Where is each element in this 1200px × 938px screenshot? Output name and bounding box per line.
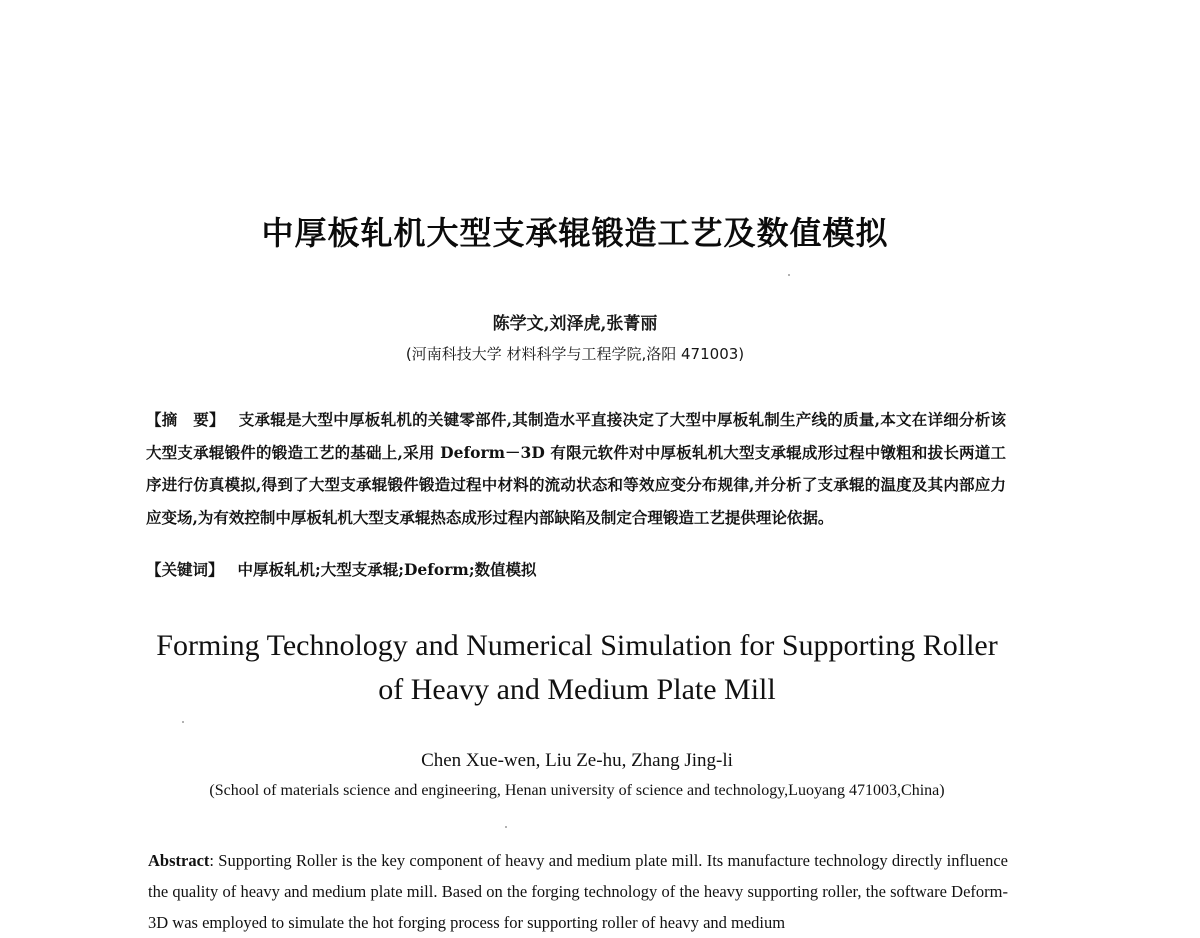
english-title [0,624,1154,712]
chinese-keywords-label: 【关键词】 [146,561,224,579]
english-abstract-text: : Supporting Roller is the key component of heavy and medium plate mill. Its manufacture technology directly influence the quality of heavy and medium plate mill. Based on the forging technology of the heavy supporting roller, the software Deform-3D was employed to simulate the hot forging process for supporting roller of heavy and medium [148,851,1008,932]
scan-speck [182,721,184,723]
scan-speck [505,826,507,828]
english-affiliation: (School of materials science and engineering, Henan university of science and technology,Luoyang 471003,China) [209,782,945,799]
chinese-affiliation: (河南科技大学 材料科学与工程学院,洛阳 471003) [405,345,745,363]
chinese-authors: 陈学文,刘泽虎,张菁丽 [492,314,658,334]
english-title-line-2: of Heavy and Medium Plate Mill [378,673,776,706]
english-title-line-1: Forming Technology and Numerical Simulation for Supporting Roller [156,629,998,662]
chinese-abstract-label: 【摘 要】 [146,411,225,429]
chinese-title: 中厚板轧机大型支承辊锻造工艺及数值模拟 [261,214,889,252]
english-abstract-label: Abstract [148,851,210,870]
english-authors: Chen Xue-wen, Liu Ze-hu, Zhang Jing-li [421,750,733,771]
chinese-keywords-text: 中厚板轧机;大型支承辊;Deform;数值模拟 [237,560,537,579]
chinese-keywords [146,558,1006,580]
english-abstract [148,845,1008,938]
scan-speck [788,274,790,276]
chinese-abstract-text: 支承辊是大型中厚板轧机的关键零部件,其制造水平直接决定了大型中厚板轧制生产线的质量,本文在详细分析该大型支承辊锻件的锻造工艺的基础上,采用 Deform－3D 有限元软件对中厚板轧机大型支承辊成形过程中镦粗和拔长两道工序进行仿真模拟,得到了大型支承辊锻件锻造过程中材料的流动状态和等效应变分布规律,并分析了支承辊的温度及其内部应力应变场,为有效控制中厚板轧机大型支承辊热态成形过程内部缺陷及制定合理锻造工艺提供理论依据。 [146,410,1006,527]
chinese-abstract [146,404,1006,534]
